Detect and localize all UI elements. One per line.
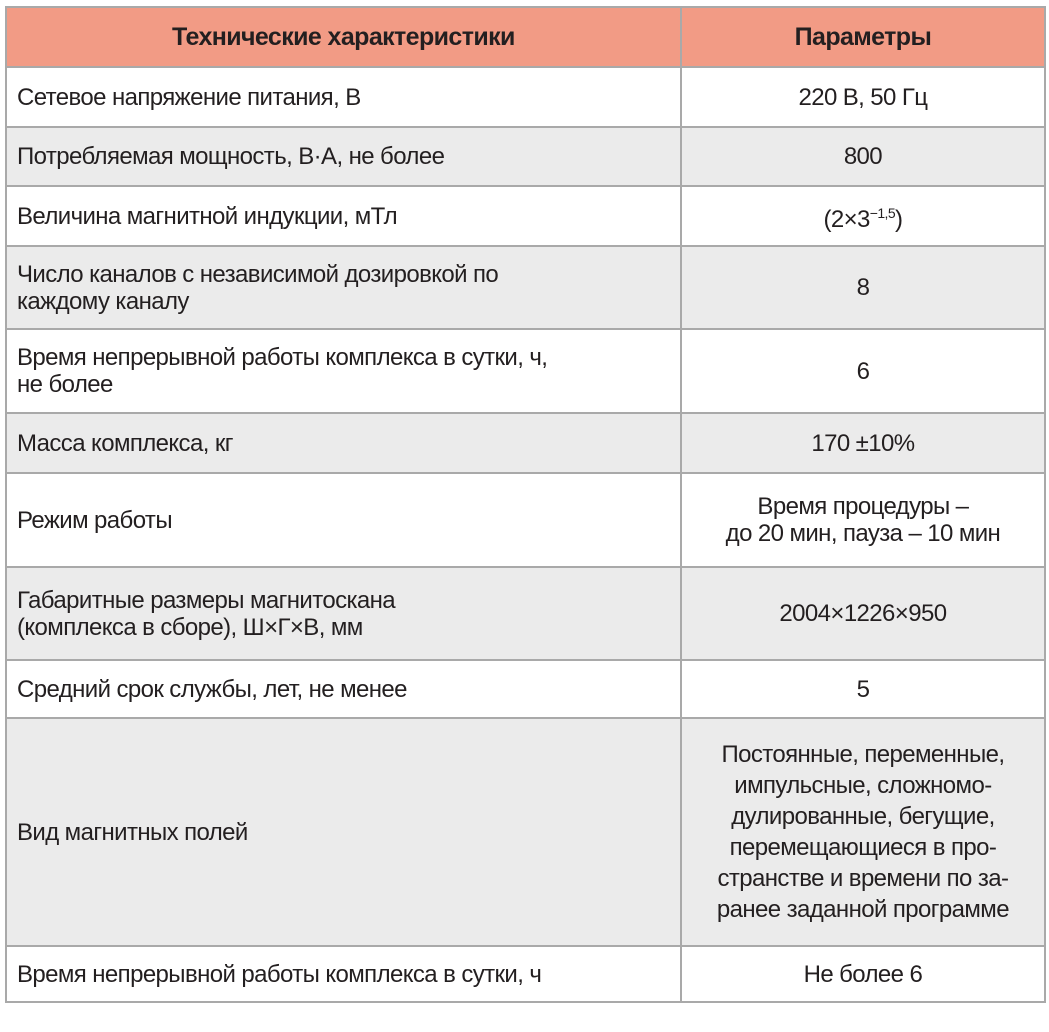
label-line: Число каналов с независимой дозировкой по <box>17 260 499 288</box>
table-row <box>6 329 1045 413</box>
row-value <box>681 473 1045 567</box>
label-line: Габаритные размеры магнитоскана <box>17 586 396 614</box>
row-label: Масса комплекса, кг <box>6 413 681 473</box>
row-value: 5 <box>681 660 1045 718</box>
value-base: (2×3 <box>823 205 870 233</box>
table-row <box>6 246 1045 329</box>
value-line: Постоянные, переменные, <box>721 741 1005 768</box>
row-label: Потребляемая мощность, В·А, не более <box>6 127 681 186</box>
row-label <box>6 567 681 660</box>
value-line: ранее заданной программе <box>716 896 1009 923</box>
row-label: Средний срок службы, лет, не менее <box>6 660 681 718</box>
row-value: 6 <box>681 329 1045 413</box>
label-line: не более <box>17 371 113 398</box>
row-value: 170 ±10% <box>681 413 1045 473</box>
header-characteristics: Технические характеристики <box>6 7 681 67</box>
value-line: дулированные, бегущие, <box>731 803 995 830</box>
row-value: 220 В, 50 Гц <box>681 67 1045 127</box>
table-row <box>6 946 1045 1002</box>
table-row <box>6 718 1045 946</box>
row-label: Режим работы <box>6 473 681 567</box>
value-line: до 20 мин, пауза – 10 мин <box>725 520 1001 547</box>
table-row <box>6 67 1045 127</box>
row-value <box>681 186 1045 246</box>
row-label <box>6 246 681 329</box>
label-line: (комплекса в сборе), Ш×Г×В, мм <box>17 613 363 641</box>
table-row <box>6 127 1045 186</box>
label-line: Время непрерывной работы комплекса в сутки, ч, <box>17 344 548 371</box>
value-line: перемещающиеся в про- <box>729 834 997 861</box>
table-row <box>6 413 1045 473</box>
row-value: Не более 6 <box>681 946 1045 1002</box>
row-label <box>6 329 681 413</box>
row-value: 8 <box>681 246 1045 329</box>
row-label: Сетевое напряжение питания, В <box>6 67 681 127</box>
value-line: Время процедуры – <box>757 493 969 520</box>
value-exponent: −1,5 <box>869 204 896 221</box>
specs-table <box>5 6 1046 1003</box>
value-line: странстве и времени по за- <box>717 865 1009 892</box>
label-line: каждому каналу <box>17 287 189 315</box>
table-row <box>6 186 1045 246</box>
row-value: 800 <box>681 127 1045 186</box>
value-close: ) <box>895 205 903 233</box>
table-header <box>6 7 1045 67</box>
row-label: Вид магнитных полей <box>6 718 681 946</box>
row-label: Время непрерывной работы комплекса в сутки, ч <box>6 946 681 1002</box>
header-parameters: Параметры <box>681 7 1045 67</box>
row-label: Величина магнитной индукции, мТл <box>6 186 681 246</box>
value-line: импульсные, сложномо- <box>734 772 992 799</box>
table-row <box>6 473 1045 567</box>
row-value <box>681 718 1045 946</box>
row-value: 2004×1226×950 <box>681 567 1045 660</box>
table-row <box>6 660 1045 718</box>
table-row <box>6 567 1045 660</box>
